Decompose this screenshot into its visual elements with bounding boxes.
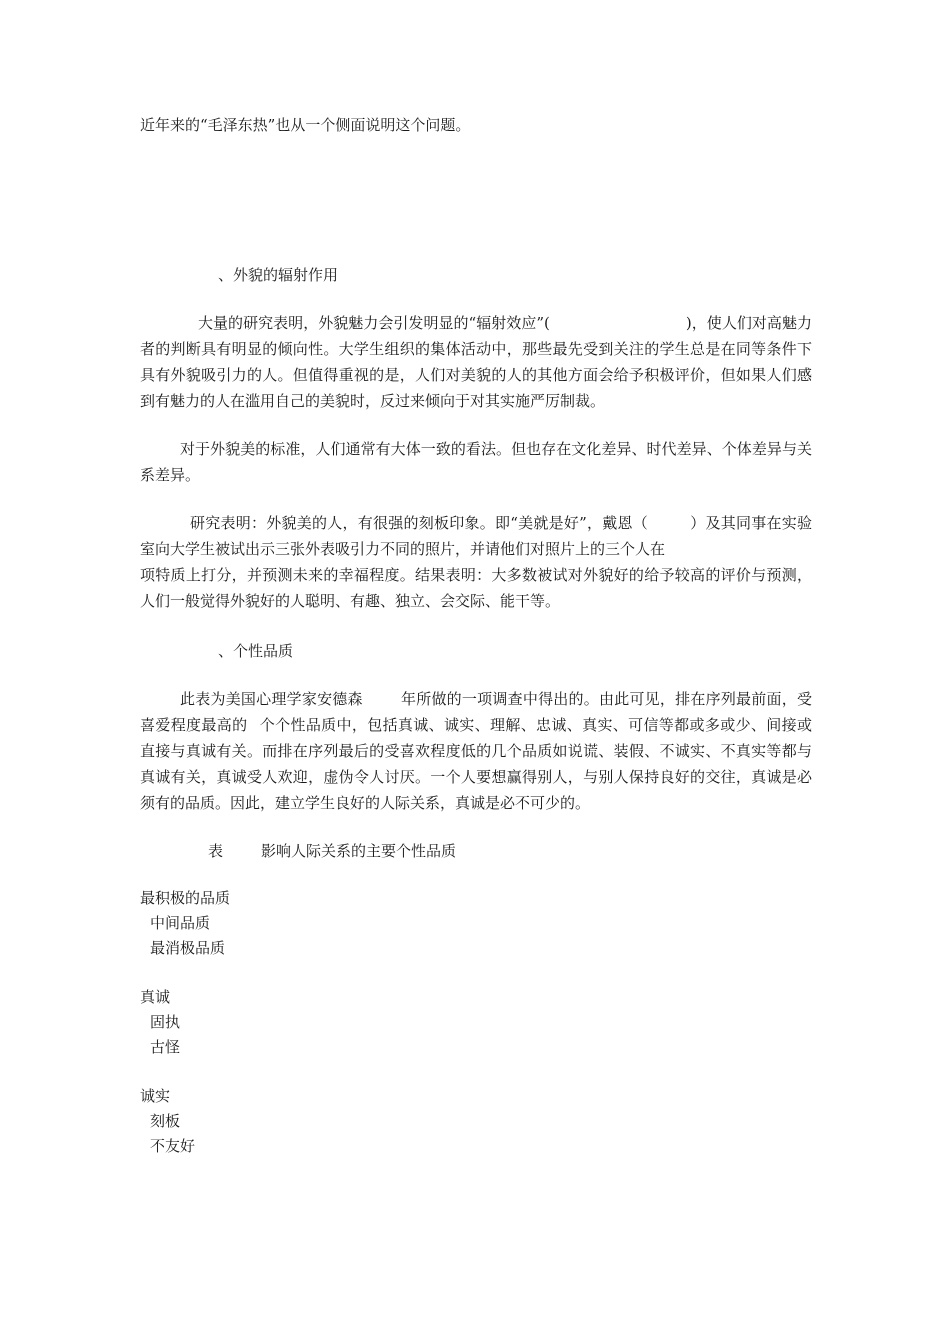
row-col3: 古怪 [150, 1038, 181, 1056]
row-col1: 真诚 [140, 988, 171, 1006]
header-col2: 中间品质 [150, 914, 211, 932]
paragraph-text: 此表为美国心理学家安德森 [180, 690, 363, 708]
row-col1: 诚实 [140, 1087, 171, 1105]
table-header [140, 886, 812, 961]
row-col2: 固执 [150, 1013, 181, 1031]
section-heading-appearance: 、外貌的辐射作用 [218, 266, 339, 284]
row-col3: 不友好 [150, 1137, 196, 1155]
paragraph-text: ）及其同事在实验室向大学生被试出示三张外表吸引力不同的照片，并请他们对照片上的三个人在 [140, 514, 812, 558]
paragraph-anderson-survey [140, 686, 812, 816]
header-col3: 最消极品质 [150, 939, 226, 957]
table-caption [140, 838, 812, 864]
header-col1: 最积极的品质 [140, 889, 231, 907]
table-caption-label: 表 [208, 842, 224, 860]
paragraph-radiation-effect [140, 310, 812, 414]
section-heading-personality: 、个性品质 [218, 642, 294, 660]
paragraph-text: 研究表明：外貌美的人，有很强的刻板印象。即“美就是好”，戴恩（ [190, 514, 649, 532]
paragraph-text: 年所做的一项调查中得出的。由此可见，排在序列最前面，受喜爱程度最高的 [140, 690, 812, 734]
paragraph-stereotype [140, 510, 812, 614]
paragraph-beauty-standard: 对于外貌美的标准，人们通常有大体一致的看法。但也存在文化差异、时代差异、个体差异与关系差异。 [140, 440, 812, 484]
paragraph-text: 个个性品质中，包括真诚、诚实、理解、忠诚、真实、可信等都或多或少、间接或直接与真诚有关。而排在序列最后的受喜欢程度低的几个品质如说谎、装假、不诚实、不真实等都与真诚有关，真诚受人欢迎，虚伪令人讨厌。一个人要想赢得别人，与别人保持良好的交往，真诚是必须有的品质。因此，建立学生良好的人际关系，真诚是必不可少的。 [140, 716, 812, 812]
paragraph-text: 大量的研究表明，外貌魅力会引发明显的“辐射效应”( [198, 314, 550, 332]
table-row [140, 1084, 812, 1159]
paragraph-text: )，使人们对高魅力者的判断具有明显的倾向性。大学生组织的集体活动中，那些最先受到关注的学生总是在同等条件下具有外貌吸引力的人。但值得重视的是，人们对美貌的人的其他方面会给予积极评价，但如果人们感到有魅力的人在滥用自己的美貌时，反过来倾向于对其实施严厉制裁。 [140, 314, 812, 410]
document-page [140, 112, 812, 1159]
table-row [140, 985, 812, 1060]
row-col2: 刻板 [150, 1112, 181, 1130]
table-caption-title: 影响人际关系的主要个性品质 [261, 842, 457, 860]
intro-line: 近年来的“毛泽东热”也从一个侧面说明这个问题。 [140, 116, 471, 134]
paragraph-text: 项特质上打分，并预测未来的幸福程度。结果表明：大多数被试对外貌好的给予较高的评价与预测，人们一般觉得外貌好的人聪明、有趣、独立、会交际、能干等。 [140, 566, 812, 610]
